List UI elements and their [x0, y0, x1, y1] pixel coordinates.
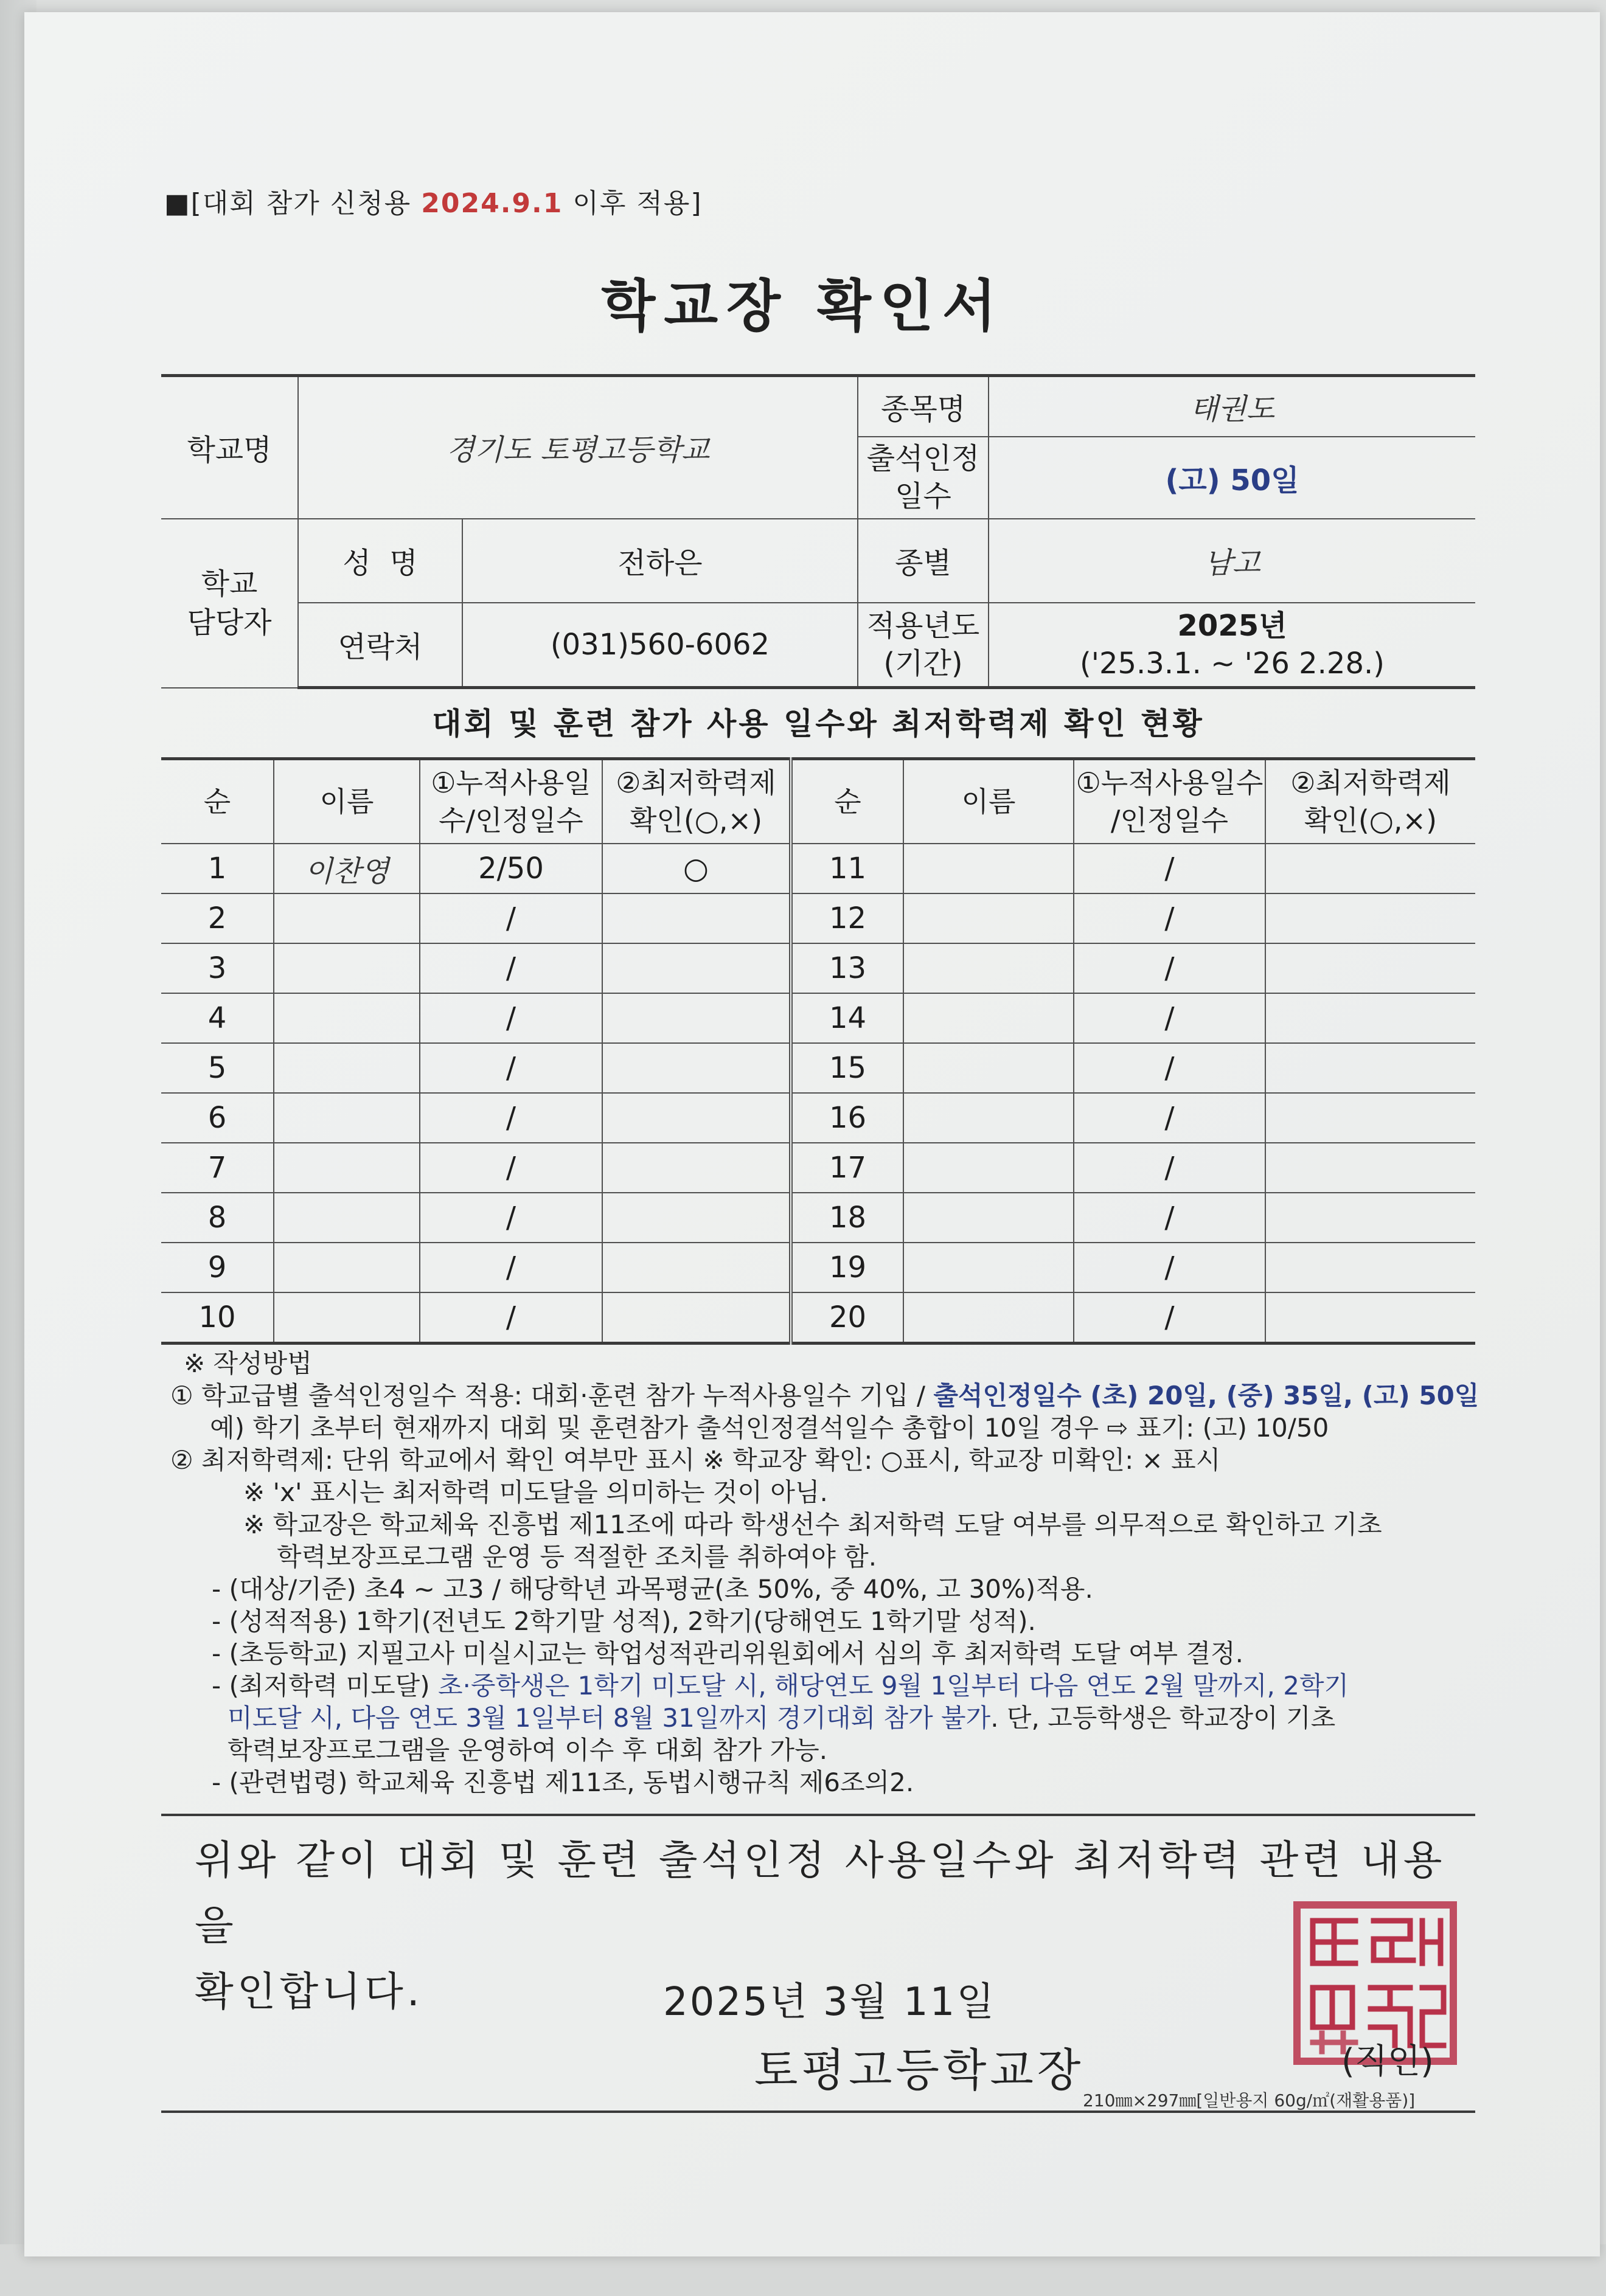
staff-label	[161, 519, 298, 688]
row-check-right	[1265, 844, 1475, 893]
row-days-right: /	[1074, 1243, 1265, 1292]
row-no-left: 1	[161, 844, 274, 893]
header-no-right: 순	[791, 759, 903, 844]
row-days-right: /	[1074, 993, 1265, 1043]
row-name-right	[903, 1243, 1074, 1292]
row-check-right	[1265, 943, 1475, 993]
row-name-left	[274, 1243, 420, 1292]
roster-row	[161, 1143, 1475, 1193]
staff-label-line1: 학교	[201, 566, 258, 601]
row-days-left: /	[420, 1043, 602, 1093]
attendance-days-label-line1: 출석인정	[866, 442, 980, 476]
row-no-right: 11	[791, 844, 903, 893]
attendance-days-label-line2: 일수	[895, 479, 951, 513]
row-days-right: /	[1074, 943, 1265, 993]
document-title: 학교장 확인서	[601, 274, 1005, 339]
row-check-right	[1265, 1143, 1475, 1193]
roster-row	[161, 993, 1475, 1043]
row-no-left: 3	[161, 943, 274, 993]
detail-grades: - (성적적용) 1학기(전년도 2학기말 성적), 2학기(당해연도 1학기말 성적).	[212, 1606, 1036, 1636]
applicable-year-label	[858, 603, 989, 688]
row-name-left	[274, 1093, 420, 1143]
roster-row	[161, 844, 1475, 893]
instruction-1-text: ① 학교급별 출석인정일수 적용: 대회·훈련 참가 누적사용일수 기입 /	[170, 1381, 934, 1410]
row-no-right: 19	[791, 1243, 903, 1292]
row-name-right	[903, 1193, 1074, 1243]
row-check-right	[1265, 1243, 1475, 1292]
row-no-left: 2	[161, 893, 274, 943]
header-no-left: 순	[161, 759, 274, 844]
row-name-right	[903, 1292, 1074, 1344]
row-check-left	[602, 943, 791, 993]
row-no-right: 14	[791, 993, 903, 1043]
confirmation-line-1: 위와 같이 대회 및 훈련 출석인정 사용일수와 최저학력 관련 내용을	[195, 1837, 1446, 1949]
row-days-left: /	[420, 1093, 602, 1143]
row-no-right: 12	[791, 893, 903, 943]
detail-below-minimum-highlight-2: 미도달 시, 다음 연도 3월 1일부터 8월 31일까지 경기대회 참가 불가	[228, 1703, 991, 1733]
attendance-days-label	[858, 437, 989, 519]
issue-date: 2025년 3월 11일	[663, 1980, 996, 2025]
row-name-right	[903, 1093, 1074, 1143]
row-name-left	[274, 1193, 420, 1243]
header-days-left	[420, 759, 602, 844]
row-name-right	[903, 993, 1074, 1043]
application-note	[164, 181, 703, 220]
detail-below-minimum-cont-2: 학력보장프로그램을 운영하여 이수 후 대회 참가 가능.	[228, 1735, 828, 1765]
row-name-right	[903, 893, 1074, 943]
row-days-right: /	[1074, 844, 1265, 893]
row-check-right	[1265, 1043, 1475, 1093]
school-name-value: 경기도 토평고등학교	[298, 376, 858, 519]
detail-below-minimum-cont	[170, 1702, 1496, 1734]
instructions-heading: ※ 작성방법	[184, 1348, 312, 1378]
roster-row	[161, 1193, 1475, 1243]
roster-row	[161, 893, 1475, 943]
contact-label: 연락처	[298, 603, 462, 688]
detail-below-minimum	[170, 1670, 1496, 1702]
applicable-year: 2025년	[1177, 608, 1287, 643]
row-no-right: 17	[791, 1143, 903, 1193]
roster-row	[161, 1043, 1475, 1093]
instruction-2-x-note: ※ 'x' 표시는 최저학력 미도달을 의미하는 것이 아님.	[243, 1477, 828, 1507]
header-check-left-line2: 확인(○,×)	[629, 804, 763, 837]
detail-below-minimum-highlight: 초·중학생은 1학기 미도달 시, 해당연도 9월 1일부터 다음 연도 2월 말까지, 2학기	[437, 1671, 1349, 1701]
paper-spec: 210㎜×297㎜[일반용지 60g/㎡(재활용품)]	[1083, 2090, 1416, 2110]
row-no-left: 7	[161, 1143, 274, 1193]
event-value: 태권도	[989, 376, 1475, 437]
instruction-2-principal-note-cont: 학력보장프로그램 운영 등 적절한 조치를 취하여야 함.	[277, 1542, 877, 1572]
staff-name-value: 전하은	[462, 519, 858, 603]
header-days-right-line1: ①누적사용일수	[1076, 766, 1264, 799]
row-days-left: /	[420, 1193, 602, 1243]
row-check-right	[1265, 893, 1475, 943]
divider-line	[161, 1814, 1475, 1816]
row-check-left	[602, 1193, 791, 1243]
contact-value: (031)560-6062	[462, 603, 858, 688]
confirmation-line-2: 확인합니다.	[195, 1968, 423, 2015]
header-days-left-line1: ①누적사용일	[431, 766, 591, 799]
gender-category-label: 종별	[858, 519, 989, 603]
applicable-period: ('25.3.1. ~ '26 2.28.)	[1080, 646, 1385, 681]
row-check-right	[1265, 1292, 1475, 1344]
row-days-right: /	[1074, 1292, 1265, 1344]
header-name-right: 이름	[903, 759, 1074, 844]
gender-category-value: 남고	[989, 519, 1475, 603]
row-days-right: /	[1074, 1043, 1265, 1093]
row-name-right	[903, 1043, 1074, 1093]
row-name-left	[274, 1292, 420, 1344]
detail-below-minimum-label: - (최저학력 미도달)	[212, 1671, 438, 1701]
roster-row	[161, 1292, 1475, 1344]
row-check-left	[602, 993, 791, 1043]
row-days-left: /	[420, 1292, 602, 1344]
roster-header-row	[161, 759, 1475, 844]
instructions-section	[170, 1347, 1496, 1798]
detail-elementary: - (초등학교) 지필고사 미실시교는 학업성적관리위원회에서 심의 후 최저학력 도달 여부 결정.	[212, 1639, 1243, 1668]
detail-legal-basis: - (관련법령) 학교체육 진흥법 제11조, 동법시행규칙 제6조의2.	[212, 1767, 914, 1797]
applicable-year-label-line1: 적용년도	[866, 608, 980, 643]
row-name-right	[903, 943, 1074, 993]
instruction-2-principal-note: ※ 학교장은 학교체육 진흥법 제11조에 따라 학생선수 최저학력 도달 여부를 의무적으로 확인하고 기초	[243, 1510, 1382, 1539]
detail-below-minimum-text: . 단, 고등학생은 학교장이 기초	[990, 1703, 1336, 1733]
header-check-left	[602, 759, 791, 844]
header-days-left-line2: 수/인정일수	[439, 804, 583, 837]
row-days-left: /	[420, 993, 602, 1043]
row-days-left: /	[420, 943, 602, 993]
row-days-left: /	[420, 893, 602, 943]
row-name-left	[274, 943, 420, 993]
row-days-left: /	[420, 1243, 602, 1292]
application-note-date: 2024.9.1	[421, 188, 563, 219]
school-info-table	[161, 374, 1475, 689]
row-check-right	[1265, 1193, 1475, 1243]
header-check-right	[1265, 759, 1475, 844]
roster-row	[161, 943, 1475, 993]
row-days-left: 2/50	[420, 844, 602, 893]
row-check-left	[602, 1143, 791, 1193]
event-label: 종목명	[858, 376, 989, 437]
roster-title: 대회 및 훈련 참가 사용 일수와 최저학력제 확인 현황	[432, 706, 1204, 741]
row-days-right: /	[1074, 1143, 1265, 1193]
applicable-year-value	[989, 603, 1475, 688]
row-check-left	[602, 1243, 791, 1292]
header-days-right-line2: /인정일수	[1110, 804, 1229, 837]
instruction-1-highlight: 출석인정일수 (초) 20일, (중) 35일, (고) 50일	[933, 1381, 1479, 1410]
row-name-left	[274, 893, 420, 943]
header-check-right-line1: ②최저학력제	[1290, 766, 1451, 799]
row-no-left: 10	[161, 1292, 274, 1344]
row-no-left: 9	[161, 1243, 274, 1292]
row-name-right	[903, 844, 1074, 893]
row-days-right: /	[1074, 1193, 1265, 1243]
row-days-left: /	[420, 1143, 602, 1193]
row-check-left: ○	[602, 844, 791, 893]
row-days-right: /	[1074, 1093, 1265, 1143]
row-check-right	[1265, 993, 1475, 1043]
row-check-left	[602, 1043, 791, 1093]
participation-roster-table	[161, 757, 1475, 1345]
row-name-right	[903, 1143, 1074, 1193]
application-note-prefix: ■[대회 참가 신청용	[164, 188, 422, 219]
principal-title: 토평고등학교장	[754, 2044, 1085, 2097]
row-check-left	[602, 893, 791, 943]
instruction-1	[170, 1379, 1496, 1412]
row-check-right	[1265, 1093, 1475, 1143]
row-no-right: 20	[791, 1292, 903, 1344]
row-no-right: 18	[791, 1193, 903, 1243]
seal-mark-label: (직인)	[1341, 2042, 1434, 2081]
row-no-right: 15	[791, 1043, 903, 1093]
header-check-right-line2: 확인(○,×)	[1304, 804, 1437, 837]
row-name-left	[274, 1143, 420, 1193]
row-check-left	[602, 1093, 791, 1143]
row-name-left	[274, 993, 420, 1043]
applicable-year-label-line2: (기간)	[883, 646, 963, 681]
row-days-right: /	[1074, 893, 1265, 943]
school-name-label: 학교명	[161, 376, 298, 519]
row-name-left: 이찬영	[274, 844, 420, 893]
staff-label-line2: 담당자	[187, 605, 272, 640]
detail-target: - (대상/기준) 초4 ~ 고3 / 해당학년 과목평균(초 50%, 중 40%, 고 30%)적용.	[212, 1574, 1093, 1604]
row-no-left: 4	[161, 993, 274, 1043]
roster-row	[161, 1243, 1475, 1292]
application-note-suffix: 이후 적용]	[563, 188, 703, 219]
header-name-left: 이름	[274, 759, 420, 844]
header-days-right	[1074, 759, 1265, 844]
instruction-1-example: 예) 학기 초부터 현재까지 대회 및 훈련참가 출석인정결석일수 총합이 10일 경우 ⇨ 표기: (고) 10/50	[210, 1413, 1329, 1443]
row-no-left: 8	[161, 1193, 274, 1243]
header-check-left-line1: ②최저학력제	[616, 766, 776, 799]
roster-row	[161, 1093, 1475, 1143]
staff-name-label: 성 명	[298, 519, 462, 603]
row-no-left: 5	[161, 1043, 274, 1093]
instruction-2: ② 최저학력제: 단위 학교에서 확인 여부만 표시 ※ 학교장 확인: ○표시, 학교장 미확인: × 표시	[170, 1445, 1221, 1475]
row-no-right: 16	[791, 1093, 903, 1143]
row-no-right: 13	[791, 943, 903, 993]
row-no-left: 6	[161, 1093, 274, 1143]
attendance-days-value: (고) 50일	[989, 437, 1475, 519]
row-check-left	[602, 1292, 791, 1344]
row-name-left	[274, 1043, 420, 1093]
